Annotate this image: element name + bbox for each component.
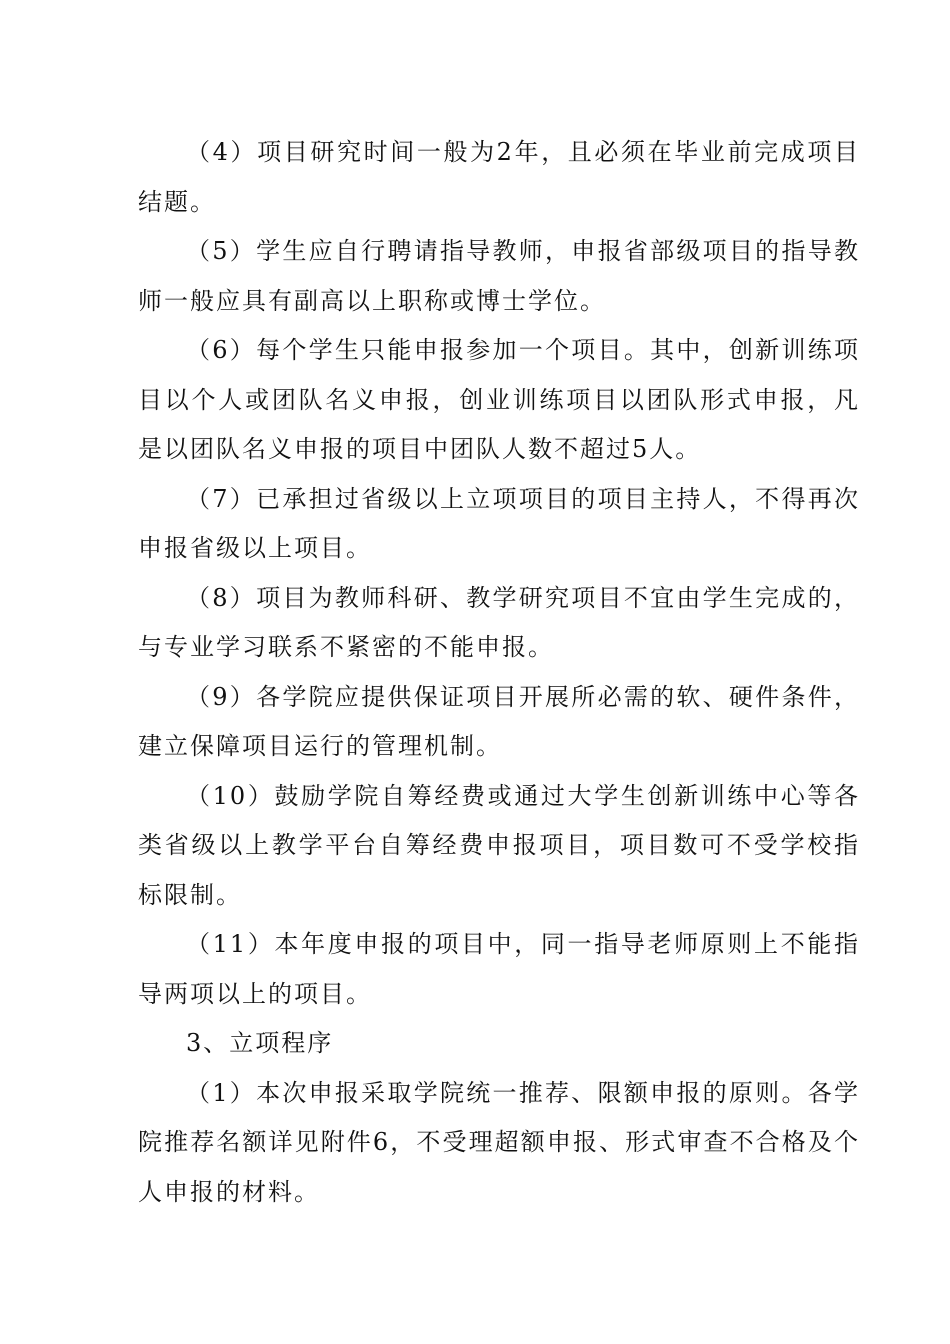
paragraph-item-4: （4）项目研究时间一般为2年，且必须在毕业前完成项目结题。: [138, 138, 860, 216]
paragraph-item-5: （5）学生应自行聘请指导教师，申报省部级项目的指导教师一般应具有副高以上职称或博士学位。: [138, 237, 860, 315]
paragraph-item-7: （7）已承担过省级以上立项项目的项目主持人，不得再次申报省级以上项目。: [138, 484, 860, 562]
section-heading-procedure: 3、立项程序: [186, 1029, 334, 1057]
document-body: [138, 128, 860, 1217]
paragraph-item-6: （6）每个学生只能申报参加一个项目。其中，创新训练项目以个人或团队名义申报，创业训练项目以团队形式申报，凡是以团队名义申报的项目中团队人数不超过5人。: [138, 336, 860, 463]
paragraph-procedure-1: （1）本次申报采取学院统一推荐、限额申报的原则。各学院推荐名额详见附件6，不受理超额申报、形式审查不合格及个人申报的材料。: [138, 1078, 860, 1206]
paragraph-item-8: （8）项目为教师科研、教学研究项目不宜由学生完成的，与专业学习联系不紧密的不能申报。: [138, 583, 860, 661]
paragraph-item-11: （11）本年度申报的项目中，同一指导老师原则上不能指导两项以上的项目。: [138, 930, 860, 1008]
paragraph-item-10: （10）鼓励学院自筹经费或通过大学生创新训练中心等各类省级以上教学平台自筹经费申报项目，项目数可不受学校指标限制。: [138, 781, 860, 909]
paragraph-item-9: （9）各学院应提供保证项目开展所必需的软、硬件条件，建立保障项目运行的管理机制。: [138, 682, 860, 760]
